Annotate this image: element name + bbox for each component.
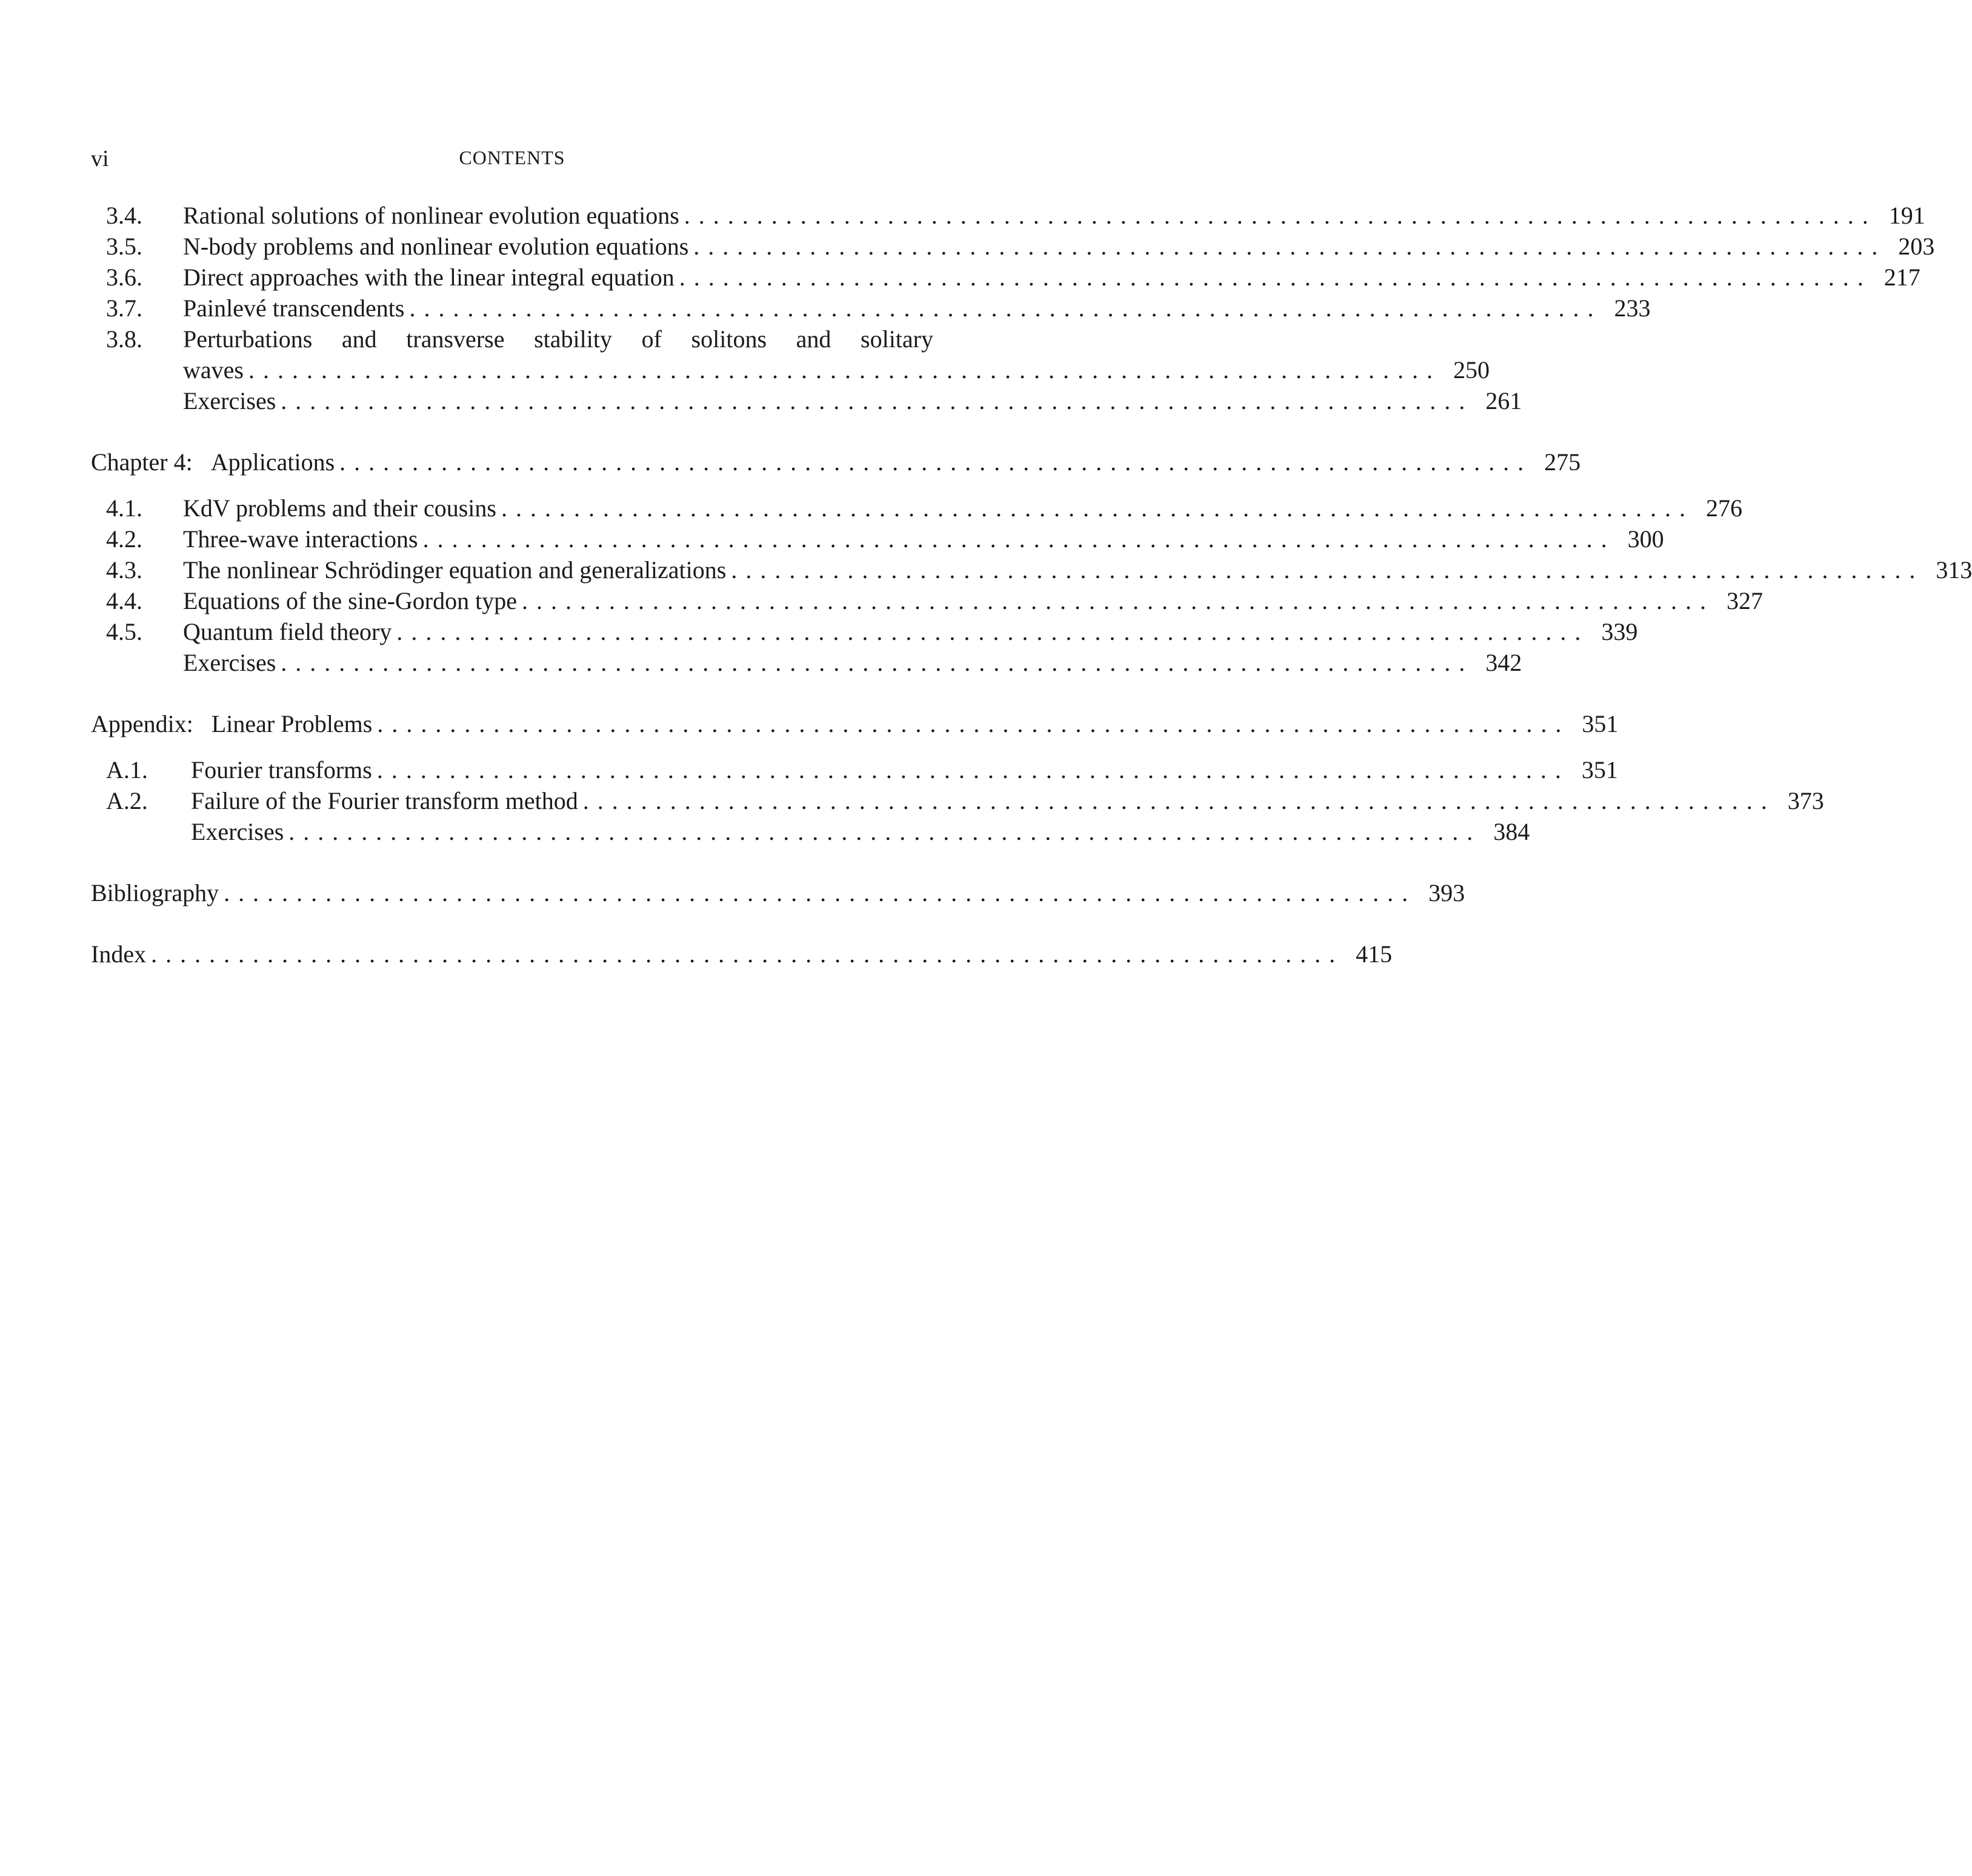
page-ref: 373 (1787, 787, 1824, 814)
bibliography-title: Bibliography (91, 879, 219, 906)
section-number: 4.3. (106, 556, 142, 584)
section-number: 3.7. (106, 294, 142, 322)
page-ref: 203 (1898, 233, 1935, 260)
page-ref: 339 (1601, 618, 1638, 645)
section-title: Three-wave interactions (183, 525, 418, 553)
page-ref: 276 (1705, 494, 1742, 522)
dot-leader: .................................................................................. (409, 294, 1602, 322)
toc-index[interactable] (91, 939, 1393, 970)
section-number: A.2. (106, 787, 148, 814)
section-number: 4.5. (106, 618, 142, 645)
section-title: Exercises (183, 649, 276, 676)
toc-entry-exercises-4[interactable] (91, 647, 1522, 678)
toc-entry-4-3[interactable] (91, 554, 1972, 585)
section-title-line2: waves (183, 356, 244, 384)
section-title: KdV problems and their cousins (183, 494, 496, 522)
dot-leader: .................................................................................. (522, 587, 1714, 614)
section-title: Fourier transforms (191, 756, 372, 783)
dot-leader: .................................................................................. (582, 787, 1776, 814)
running-title: CONTENTS (459, 147, 565, 168)
toc-entry-a-2[interactable] (91, 785, 1824, 816)
page-ref: 261 (1485, 387, 1522, 414)
dot-leader: .................................................................................. (281, 649, 1474, 676)
page-ref: 250 (1453, 356, 1490, 384)
toc-entry-exercises-appendix[interactable] (91, 816, 1530, 847)
toc-entry-3-8-continued[interactable] (91, 354, 1490, 385)
dot-leader: .................................................................................. (501, 494, 1694, 522)
dot-leader: .................................................................................. (151, 940, 1344, 968)
section-title: Exercises (183, 387, 276, 414)
toc-entry-3-8[interactable] (91, 324, 933, 354)
dot-leader: .................................................................................. (679, 264, 1872, 291)
table-of-contents (91, 200, 1972, 970)
dot-leader: .................................................................................. (396, 618, 1590, 645)
dot-leader: .................................................................................. (376, 756, 1570, 783)
page-ref: 217 (1884, 264, 1920, 291)
page-ref: 191 (1888, 202, 1925, 229)
appendix-title: Linear Problems (211, 710, 373, 737)
section-title: Exercises (191, 818, 284, 845)
dot-leader: .................................................................................. (684, 202, 1877, 229)
page-ref: 313 (1936, 556, 1972, 584)
toc-entry-4-4[interactable] (91, 585, 1763, 616)
index-title: Index (91, 940, 147, 968)
section-title: Rational solutions of nonlinear evolution equations (183, 202, 679, 229)
toc-entry-4-1[interactable] (91, 493, 1742, 524)
dot-leader: .................................................................................. (377, 710, 1570, 737)
section-number: 3.5. (106, 233, 142, 260)
toc-entry-3-6[interactable] (91, 262, 1920, 293)
page-ref: 233 (1614, 294, 1651, 322)
section-title: Quantum field theory (183, 618, 392, 645)
page-header (91, 145, 933, 176)
dot-leader: .................................................................................. (248, 356, 1441, 384)
toc-entry-4-5[interactable] (91, 616, 1638, 647)
toc-entry-a-1[interactable] (91, 754, 1618, 785)
page-ref: 300 (1627, 525, 1664, 553)
toc-entry-4-2[interactable] (91, 524, 1664, 554)
section-title: Painlevé transcendents (183, 294, 405, 322)
page-number: vi (91, 146, 109, 171)
toc-entry-3-5[interactable] (91, 231, 1935, 262)
section-title-line1: Perturbations and transverse stability of solitons and solitary (183, 325, 933, 353)
toc-chapter-4[interactable] (91, 447, 1581, 477)
section-number: 4.4. (106, 587, 142, 614)
section-number: 3.4. (106, 202, 142, 229)
toc-entry-exercises-3[interactable] (91, 385, 1522, 416)
dot-leader: .................................................................................. (693, 233, 1887, 260)
dot-leader: .................................................................................. (339, 448, 1533, 476)
page-ref: 342 (1485, 649, 1522, 676)
page-ref: 393 (1428, 879, 1465, 906)
dot-leader: .................................................................................. (731, 556, 1924, 584)
section-title: Equations of the sine-Gordon type (183, 587, 517, 614)
page-ref: 351 (1582, 710, 1619, 737)
chapter-title: Applications (210, 448, 335, 476)
dot-leader: .................................................................................. (224, 879, 1417, 906)
page-ref: 275 (1544, 448, 1581, 476)
toc-entry-3-4[interactable] (91, 200, 1925, 231)
page-ref: 384 (1493, 818, 1530, 845)
dot-leader: .................................................................................. (281, 387, 1474, 414)
page-ref: 327 (1727, 587, 1763, 614)
page-ref: 351 (1581, 756, 1618, 783)
appendix-label: Appendix: (91, 710, 193, 737)
page-ref: 415 (1356, 940, 1393, 968)
section-title: The nonlinear Schrödinger equation and generalizations (183, 556, 727, 584)
section-number: 3.8. (106, 325, 142, 353)
toc-bibliography[interactable] (91, 877, 1465, 908)
dot-leader: .................................................................................. (422, 525, 1616, 553)
section-title: Failure of the Fourier transform method (191, 787, 578, 814)
dot-leader: .................................................................................. (288, 818, 1482, 845)
section-number: 4.1. (106, 494, 142, 522)
toc-entry-3-7[interactable] (91, 293, 1651, 324)
section-number: A.1. (106, 756, 148, 783)
section-title: N-body problems and nonlinear evolution equations (183, 233, 689, 260)
toc-appendix[interactable] (91, 708, 1619, 739)
section-title: Direct approaches with the linear integral equation (183, 264, 675, 291)
section-number: 4.2. (106, 525, 142, 553)
section-number: 3.6. (106, 264, 142, 291)
chapter-label: Chapter 4: (91, 448, 193, 476)
